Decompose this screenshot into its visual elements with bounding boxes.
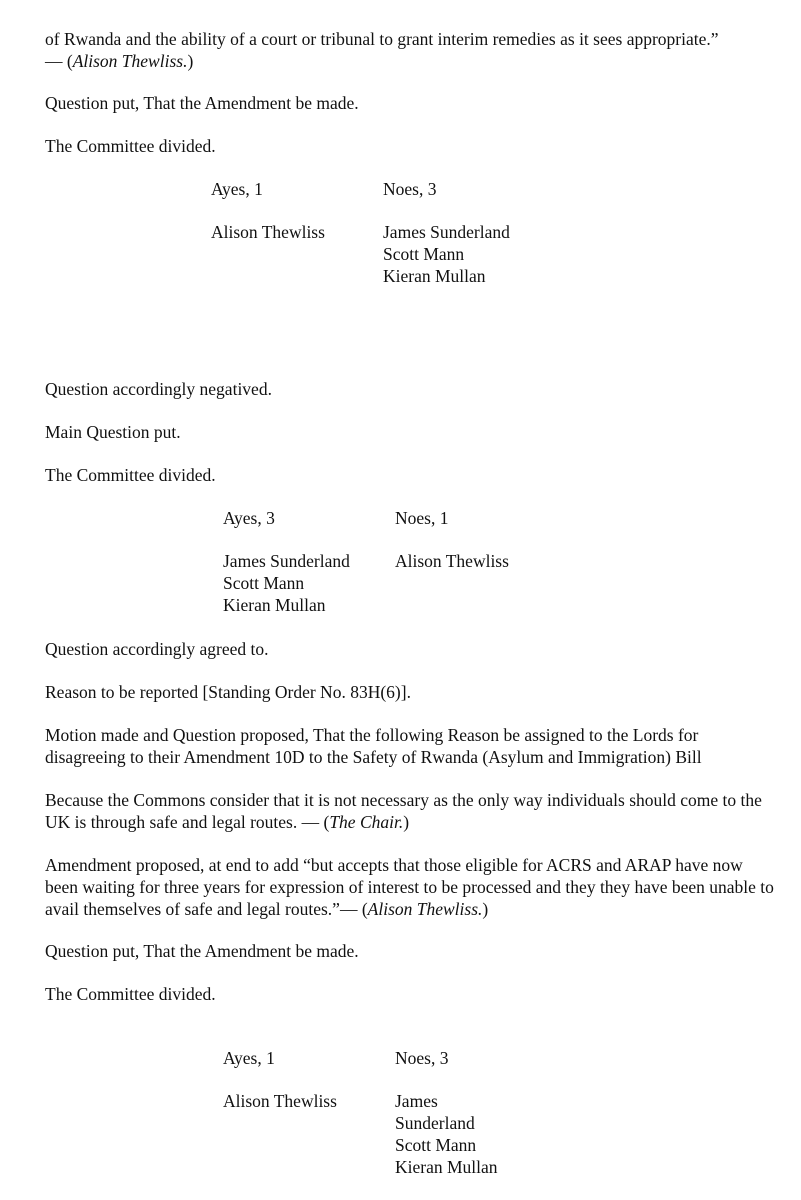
noes-header: Noes, 3 bbox=[395, 1048, 449, 1068]
question-put: Question put, That the Amendment be made. bbox=[45, 941, 359, 961]
member-name: Alison Thewliss. bbox=[367, 899, 483, 919]
member-name: Kieran Mullan bbox=[395, 1157, 498, 1177]
question-negatived: Question accordingly negatived. bbox=[45, 379, 272, 399]
question-agreed: Question accordingly agreed to. bbox=[45, 639, 269, 659]
amendment-proposed: Amendment proposed, at end to add “but accepts that those eligible for ACRS and ARAP have now been waiting for three years for expression of interest to be processed and they they have been unable to avail themselves of safe and legal routes.”— (Alison Thewliss.) bbox=[45, 855, 774, 919]
member-name: Alison Thewliss bbox=[223, 1091, 337, 1111]
member-name: James Sunderland bbox=[223, 551, 350, 571]
member-name: Alison Thewliss bbox=[211, 222, 325, 242]
reason-to-be-reported: Reason to be reported [Standing Order No. 83H(6)]. bbox=[45, 682, 411, 702]
member-name: James bbox=[395, 1091, 438, 1111]
ayes-column bbox=[223, 507, 350, 616]
member-name: The Chair. bbox=[329, 812, 404, 832]
ayes-header: Ayes, 3 bbox=[223, 508, 275, 528]
member-name: Kieran Mullan bbox=[223, 595, 326, 615]
ayes-header: Ayes, 1 bbox=[223, 1048, 275, 1068]
committee-divided: The Committee divided. bbox=[45, 136, 216, 156]
member-name: Alison Thewliss bbox=[395, 551, 509, 571]
member-name: Kieran Mullan bbox=[383, 266, 486, 286]
noes-header: Noes, 1 bbox=[395, 508, 449, 528]
attribution: — (Alison Thewliss.) bbox=[45, 51, 194, 71]
member-name: Alison Thewliss. bbox=[72, 51, 188, 71]
ayes-header: Ayes, 1 bbox=[211, 179, 263, 199]
main-question-put: Main Question put. bbox=[45, 422, 181, 442]
committee-divided: The Committee divided. bbox=[45, 984, 216, 1004]
member-name: Scott Mann bbox=[223, 573, 305, 593]
member-name: Scott Mann bbox=[383, 244, 465, 264]
noes-column bbox=[395, 507, 509, 572]
question-put: Question put, That the Amendment be made. bbox=[45, 93, 359, 113]
reason-text: Because the Commons consider that it is not necessary as the only way individuals should come to the UK is through safe and legal routes. — (The Chair.) bbox=[45, 790, 762, 832]
noes-header: Noes, 3 bbox=[383, 179, 437, 199]
member-name: Scott Mann bbox=[395, 1135, 477, 1155]
ayes-column bbox=[223, 1047, 337, 1112]
noes-column bbox=[395, 1047, 498, 1178]
amendment-text-continuation bbox=[45, 28, 780, 72]
committee-divided: The Committee divided. bbox=[45, 465, 216, 485]
motion-text: Motion made and Question proposed, That the following Reason be assigned to the Lords for disagreeing to their Amendment 10D to the Safety of Rwanda (Asylum and Immigration) Bill bbox=[45, 725, 702, 767]
amendment-text-line: of Rwanda and the ability of a court or tribunal to grant interim remedies as it sees appropriate.” bbox=[45, 29, 719, 49]
member-name: James Sunderland bbox=[383, 222, 510, 242]
noes-column bbox=[383, 178, 510, 287]
ayes-column bbox=[211, 178, 325, 243]
member-name: Sunderland bbox=[395, 1113, 475, 1133]
